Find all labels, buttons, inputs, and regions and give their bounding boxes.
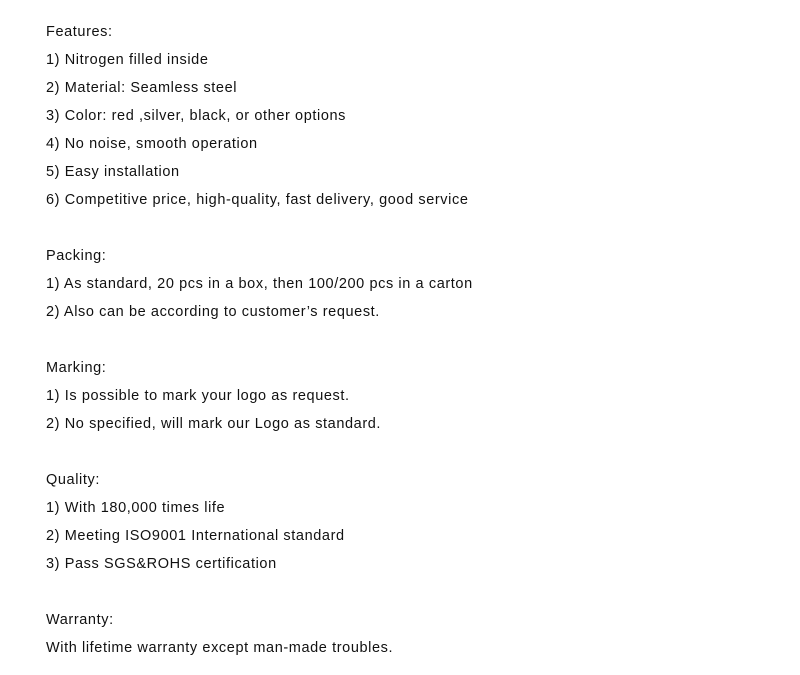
section-heading: Features:	[46, 24, 113, 40]
list-item: 4) No noise, smooth operation	[46, 136, 258, 152]
section-spacer	[46, 330, 786, 358]
section-quality	[46, 470, 786, 582]
section-heading: Warranty:	[46, 612, 114, 628]
list-item: 5) Easy installation	[46, 164, 180, 180]
list-item: 1) Is possible to mark your logo as request.	[46, 388, 350, 404]
list-item: 2) Also can be according to customer’s request.	[46, 304, 380, 320]
list-item: With lifetime warranty except man-made troubles.	[46, 640, 394, 656]
section-heading: Packing:	[46, 248, 107, 264]
list-item: 1) With 180,000 times life	[46, 500, 226, 516]
section-heading: Marking:	[46, 360, 107, 376]
list-item: 2) Material: Seamless steel	[46, 80, 238, 96]
section-packing	[46, 246, 786, 330]
section-features	[46, 22, 786, 218]
section-spacer	[46, 582, 786, 610]
section-marking	[46, 358, 786, 442]
list-item: 1) As standard, 20 pcs in a box, then 100/200 pcs in a carton	[46, 276, 473, 292]
section-spacer	[46, 218, 786, 246]
list-item: 3) Pass SGS&ROHS certification	[46, 556, 277, 572]
list-item: 1) Nitrogen filled inside	[46, 52, 209, 68]
product-spec-document	[46, 22, 786, 666]
section-spacer	[46, 442, 786, 470]
section-heading: Quality:	[46, 472, 100, 488]
list-item: 2) No specified, will mark our Logo as standard.	[46, 416, 382, 432]
list-item: 6) Competitive price, high-quality, fast delivery, good service	[46, 192, 469, 208]
list-item: 2) Meeting ISO9001 International standard	[46, 528, 345, 544]
list-item: 3) Color: red ,silver, black, or other options	[46, 108, 346, 124]
section-warranty	[46, 610, 786, 666]
